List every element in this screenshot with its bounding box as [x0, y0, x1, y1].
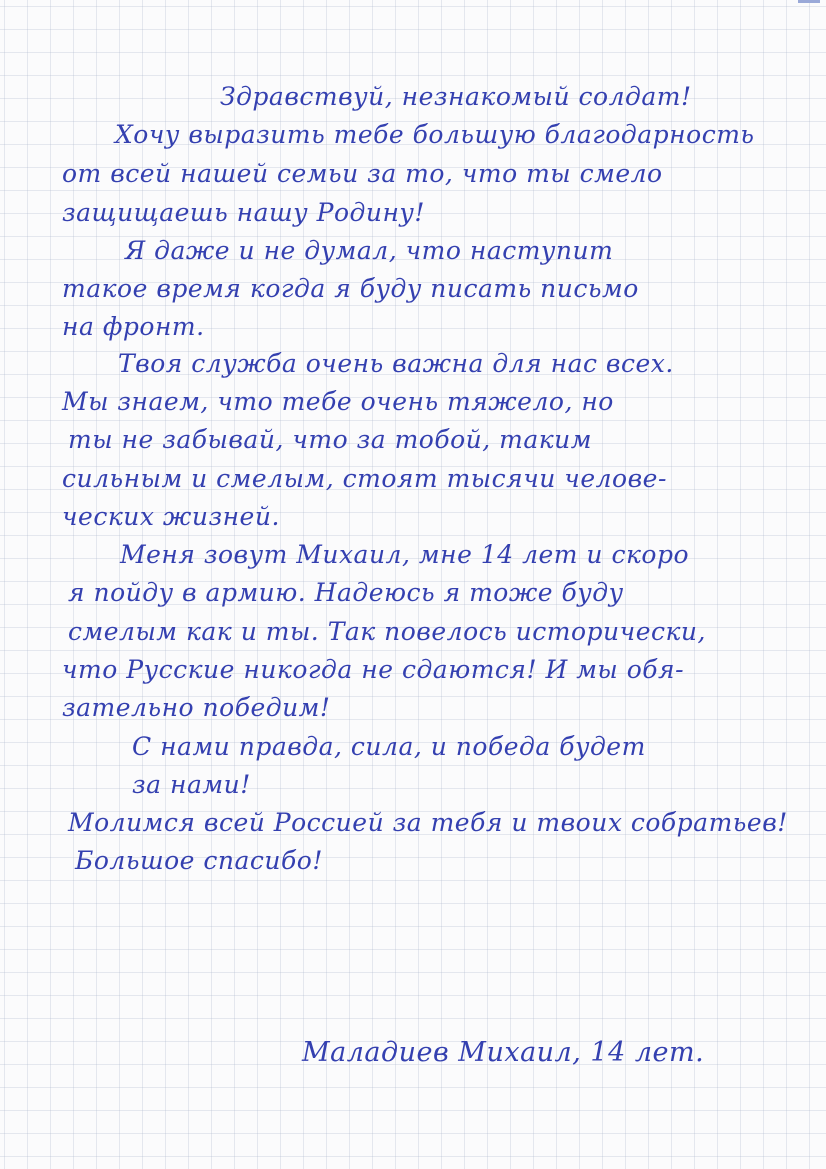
letter-line: Молимся всей Россией за тебя и твоих собратьев!	[68, 808, 788, 837]
letter-line: я пойду в армию. Надеюсь я тоже буду	[68, 578, 624, 607]
letter-line: С нами правда, сила, и победа будет	[132, 732, 646, 761]
letter-line: Мы знаем, что тебе очень тяжело, но	[62, 387, 614, 416]
letter-greeting: Здравствуй, незнакомый солдат!	[220, 82, 692, 111]
letter-line: ческих жизней.	[62, 502, 280, 531]
letter-line: зательно победим!	[62, 693, 331, 722]
letter-line: Твоя служба очень важна для нас всех.	[118, 349, 674, 378]
letter-signature: Маладиев Михаил, 14 лет.	[302, 1037, 705, 1068]
letter-line: ты не забывай, что за тобой, таким	[68, 425, 593, 454]
letter-line: сильным и смелым, стоят тысячи челове-	[62, 464, 667, 493]
letter-line: за нами!	[132, 770, 251, 799]
letter-line: защищаешь нашу Родину!	[62, 198, 425, 227]
letter-line: Хочу выразить тебе большую благодарность	[115, 120, 755, 149]
letter-line: от всей нашей семьи за то, что ты смело	[62, 159, 663, 188]
letter-line: такое время когда я буду писать письмо	[62, 274, 639, 303]
letter-line: Я даже и не думал, что наступит	[125, 236, 614, 265]
letter-line: что Русские никогда не сдаются! И мы обя-	[62, 655, 685, 684]
letter-line: Большое спасибо!	[75, 846, 323, 875]
letter-line: Меня зовут Михаил, мне 14 лет и скоро	[120, 540, 690, 569]
letter-line: на фронт.	[62, 312, 205, 341]
letter-line: смелым как и ты. Так повелось исторически,	[68, 617, 706, 646]
